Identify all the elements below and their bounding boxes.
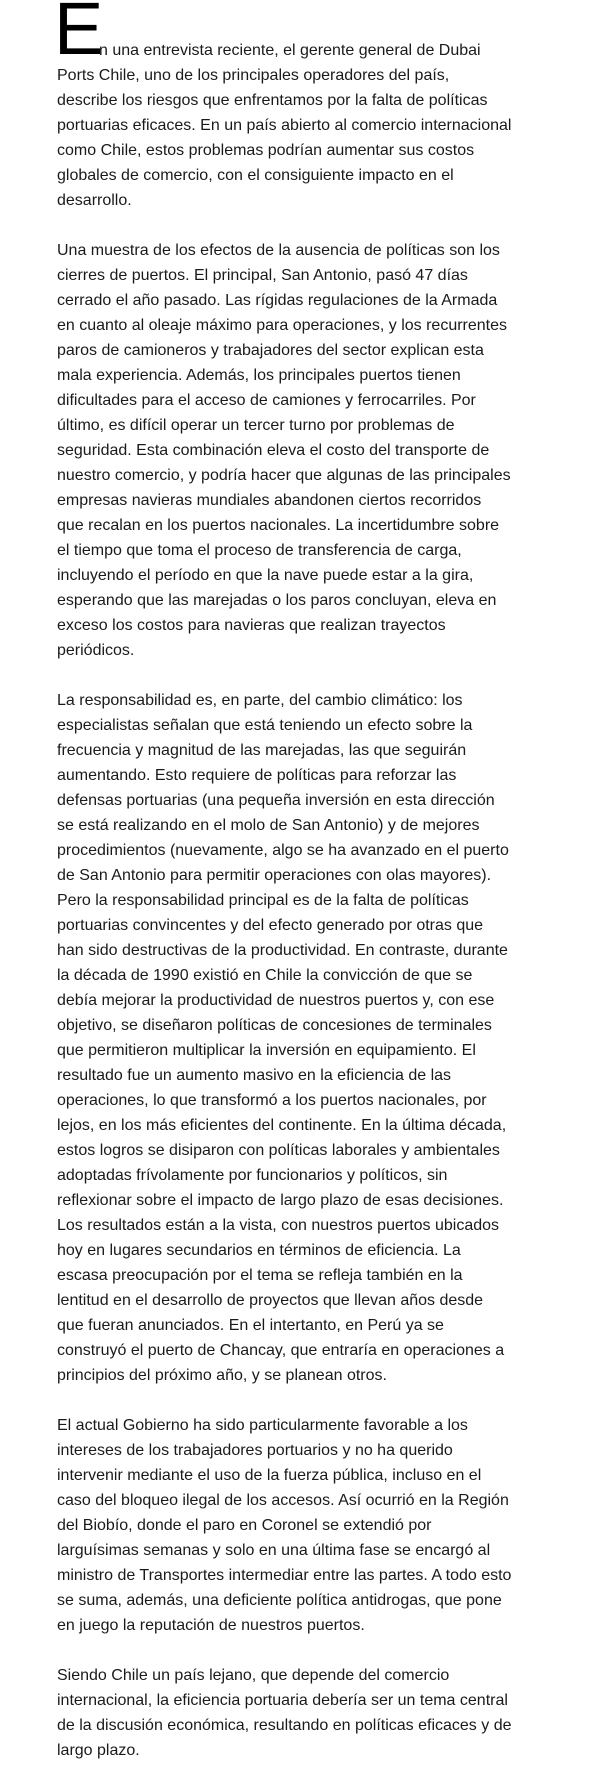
paragraph-3 bbox=[57, 688, 577, 1388]
text-line: Pero la responsabilidad principal es de la falta de políticas bbox=[57, 892, 469, 909]
text-line: incluyendo el período en que la nave puede estar a la gira, bbox=[57, 567, 474, 584]
drop-cap: E bbox=[54, 0, 104, 70]
text-line: globales de comercio, con el consiguiente impacto en el bbox=[57, 167, 454, 184]
text-line: portuarias convincentes y del efecto generado por otras que bbox=[57, 917, 484, 934]
text-line: adoptadas frívolamente por funcionarios y políticos, sin bbox=[57, 1167, 448, 1184]
text-line: hoy en lugares secundarios en términos de eficiencia. La bbox=[57, 1242, 461, 1259]
text-line: estos logros se disiparon con políticas laborales y ambientales bbox=[57, 1142, 500, 1159]
text-line: de la discusión económica, resultando en políticas eficaces y de bbox=[57, 1717, 512, 1734]
text-line: seguridad. Esta combinación eleva el costo del transporte de bbox=[57, 442, 490, 459]
text-line: de San Antonio para permitir operaciones con olas mayores). bbox=[57, 867, 492, 884]
text-line: en juego la reputación de nuestros puertos. bbox=[57, 1617, 365, 1634]
text-line: la década de 1990 existió en Chile la convicción de que se bbox=[57, 967, 473, 984]
text-line: nuestro comercio, y podría hacer que algunas de las principales bbox=[57, 467, 511, 484]
text-line: debía mejorar la productividad de nuestros puertos y, con ese bbox=[57, 992, 495, 1009]
text-line: mala experiencia. Además, los principales puertos tienen bbox=[57, 367, 461, 384]
text-line: objetivo, se diseñaron políticas de concesiones de terminales bbox=[57, 1017, 492, 1034]
text-line: larguísimas semanas y solo en una última fase se encargó al bbox=[57, 1542, 491, 1559]
text-line: dificultades para el acceso de camiones y ferrocarriles. Por bbox=[57, 392, 476, 409]
text-line: en cuanto al oleaje máximo para operaciones, y los recurrentes bbox=[57, 317, 508, 334]
text-line: resultado fue un aumento masivo en la eficiencia de las bbox=[57, 1067, 452, 1084]
text-line: principios del próximo año, y se planean otros. bbox=[57, 1367, 387, 1384]
text-line: paros de camioneros y trabajadores del sector explican esta bbox=[57, 342, 484, 359]
text-line: frecuencia y magnitud de las marejadas, las que seguirán bbox=[57, 742, 467, 759]
text-line: El actual Gobierno ha sido particularmente favorable a los bbox=[57, 1417, 468, 1434]
text-line: aumentando. Esto requiere de políticas para reforzar las bbox=[57, 767, 457, 784]
text-line: La responsabilidad es, en parte, del cambio climático: los bbox=[57, 692, 463, 709]
paragraph-4 bbox=[57, 1413, 577, 1638]
text-line: periódicos. bbox=[57, 642, 135, 659]
text-line: desarrollo. bbox=[57, 192, 132, 209]
text-line: lentitud en el desarrollo de proyectos que llevan años desde bbox=[57, 1292, 484, 1309]
text-line: largo plazo. bbox=[57, 1742, 140, 1759]
text-line: Una muestra de los efectos de la ausencia de políticas son los bbox=[57, 242, 500, 259]
text-line: Los resultados están a la vista, con nuestros puertos ubicados bbox=[57, 1217, 500, 1234]
paragraph-1 bbox=[54, 0, 577, 213]
text-line: intereses de los trabajadores portuarios y no ha querido bbox=[57, 1442, 453, 1459]
text-line: del Biobío, donde el paro en Coronel se extendió por bbox=[57, 1517, 432, 1534]
text-line: procedimientos (nuevamente, algo se ha avanzado en el puerto bbox=[57, 842, 509, 859]
text-line: se está realizando en el molo de San Antonio) y de mejores bbox=[57, 817, 480, 834]
text-line: lejos, en los más eficientes del continente. En la última década, bbox=[57, 1117, 507, 1134]
text-line: cierres de puertos. El principal, San Antonio, pasó 47 días bbox=[57, 267, 468, 284]
text-line: describe los riesgos que enfrentamos por la falta de políticas bbox=[57, 92, 488, 109]
text-line: como Chile, estos problemas podrían aumentar sus costos bbox=[57, 142, 475, 159]
text-line: intervenir mediante el uso de la fuerza pública, incluso en el bbox=[57, 1467, 482, 1484]
text-line: caso del bloqueo ilegal de los accesos. Así ocurrió en la Región bbox=[57, 1492, 509, 1509]
text-line: Ports Chile, uno de los principales operadores del país, bbox=[57, 67, 450, 84]
text-line: último, es difícil operar un tercer turno por problemas de bbox=[57, 417, 455, 434]
text-line: internacional, la eficiencia portuaria debería ser un tema central bbox=[57, 1692, 508, 1709]
text-line: ministro de Transportes intermediar entre las partes. A todo esto bbox=[57, 1567, 512, 1584]
text-line: construyó el puerto de Chancay, que entraría en operaciones a bbox=[57, 1342, 505, 1359]
text-line: reflexionar sobre el impacto de largo plazo de esas decisiones. bbox=[57, 1192, 504, 1209]
text-line: especialistas señalan que está teniendo un efecto sobre la bbox=[57, 717, 473, 734]
text-line: que recalan en los puertos nacionales. La incertidumbre sobre bbox=[57, 517, 500, 534]
text-line: n una entrevista reciente, el gerente general de Dubai bbox=[99, 42, 481, 59]
text-line: cerrado el año pasado. Las rígidas regulaciones de la Armada bbox=[57, 292, 498, 309]
text-line: escasa preocupación por el tema se refleja también en la bbox=[57, 1267, 463, 1284]
text-line: que permitieron multiplicar la inversión en equipamiento. El bbox=[57, 1042, 476, 1059]
text-line: han sido destructivas de la productividad. En contraste, durante bbox=[57, 942, 508, 959]
text-line: que fueran anunciados. En el intertanto, en Perú ya se bbox=[57, 1317, 444, 1334]
article-body bbox=[54, 0, 577, 1788]
text-line: se suma, además, una deficiente política antidrogas, que pone bbox=[57, 1592, 502, 1609]
text-line: operaciones, lo que transformó a los puertos nacionales, por bbox=[57, 1092, 487, 1109]
text-line: empresas navieras mundiales abandonen ciertos recorridos bbox=[57, 492, 482, 509]
text-line: Siendo Chile un país lejano, que depende del comercio bbox=[57, 1667, 450, 1684]
text-line: portuarias eficaces. En un país abierto al comercio internacional bbox=[57, 117, 512, 134]
paragraph-2 bbox=[57, 238, 577, 663]
paragraph-5 bbox=[57, 1663, 577, 1763]
text-line: el tiempo que toma el proceso de transferencia de carga, bbox=[57, 542, 462, 559]
text-line: exceso los costos para navieras que realizan trayectos bbox=[57, 617, 446, 634]
text-line: esperando que las marejadas o los paros concluyan, eleva en bbox=[57, 592, 497, 609]
text-line: defensas portuarias (una pequeña inversión en esta dirección bbox=[57, 792, 495, 809]
